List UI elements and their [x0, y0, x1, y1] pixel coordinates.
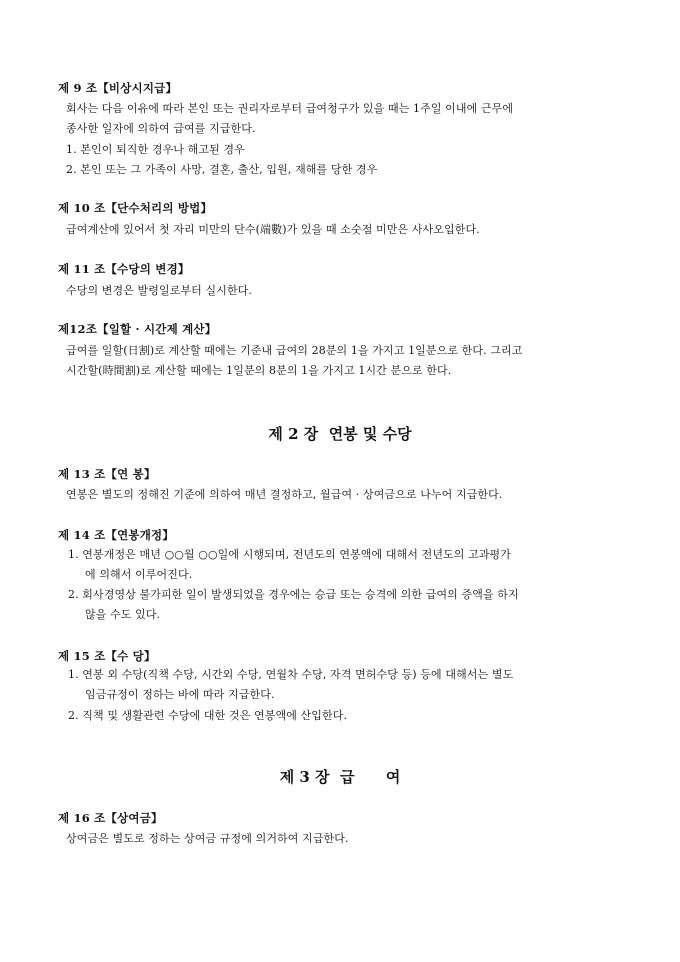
- article-11-title: 제 11 조【수당의 변경】: [58, 262, 190, 276]
- chapter-2-heading: 제 2 장 연봉 및 수당: [268, 425, 412, 443]
- article-10-line-1: 급여계산에 있어서 첫 자리 미만의 단수(端數)가 있을 때 소숫점 미만은 사사오입한다.: [66, 223, 480, 236]
- article-14-item-1-cont: 에 의해서 이루어진다.: [85, 568, 193, 581]
- article-14-item-1: 1. 연봉개정은 매년 ○○월 ○○일에 시행되며, 전년도의 연봉액에 대해서 전년도의 고과평가: [68, 548, 512, 561]
- article-14-item-2: 2. 회사경영상 불가피한 일이 발생되었을 경우에는 승급 또는 승격에 의한 급여의 증액을 하지: [68, 588, 519, 601]
- article-9-line-2: 종사한 일자에 의하여 급여를 지급한다.: [66, 122, 256, 135]
- article-15-item-1-cont: 임금규정이 정하는 바에 따라 지급한다.: [85, 688, 275, 701]
- article-14-title: 제 14 조【연봉개정】: [58, 528, 175, 542]
- article-12-title: 제12조【일할 · 시간제 계산】: [58, 322, 217, 336]
- article-13-line-1: 연봉은 별도의 정해진 기준에 의하여 매년 결정하고, 월급여 · 상여금으로 나누어 지급한다.: [66, 488, 503, 501]
- article-15-item-2: 2. 직책 및 생활관련 수당에 대한 것은 연봉액에 산입한다.: [68, 709, 348, 722]
- article-14-item-2-cont: 않을 수도 있다.: [85, 608, 161, 621]
- article-15-title: 제 15 조【수 당】: [58, 649, 156, 663]
- article-9-line-1: 회사는 다음 이유에 따라 본인 또는 권리자로부터 급여청구가 있을 때는 1주일 이내에 근무에: [66, 102, 514, 115]
- article-9-title: 제 9 조【비상시지급】: [58, 81, 178, 95]
- article-13-title: 제 13 조【연 봉】: [58, 467, 156, 481]
- chapter-3-heading: 제 3 장 급 여: [279, 768, 401, 786]
- article-16-line-1: 상여금은 별도로 정하는 상여금 규정에 의거하여 지급한다.: [66, 832, 349, 845]
- article-16-title: 제 16 조【상여금】: [58, 811, 163, 825]
- article-10-title: 제 10 조【단수처리의 방법】: [58, 201, 213, 215]
- article-15-item-1: 1. 연봉 외 수당(직책 수당, 시간외 수당, 연월차 수당, 자격 면허수당 등) 등에 대해서는 별도: [68, 668, 514, 681]
- article-12-line-2: 시간할(時間割)로 계산할 때에는 1일분의 8분의 1을 가지고 1시간 분으로 한다.: [66, 364, 452, 377]
- article-9-item-1: 1. 본인이 퇴직한 경우나 해고된 경우: [66, 143, 245, 156]
- article-12-line-1: 급여를 일할(日割)로 계산할 때에는 기준내 급여의 28분의 1을 가지고 1일분으로 한다. 그리고: [66, 344, 523, 357]
- article-11-line-1: 수당의 변경은 발령일로부터 실시한다.: [66, 284, 253, 297]
- article-9-item-2: 2. 본인 또는 그 가족이 사망, 결혼, 출산, 입원, 재해를 당한 경우: [66, 163, 378, 176]
